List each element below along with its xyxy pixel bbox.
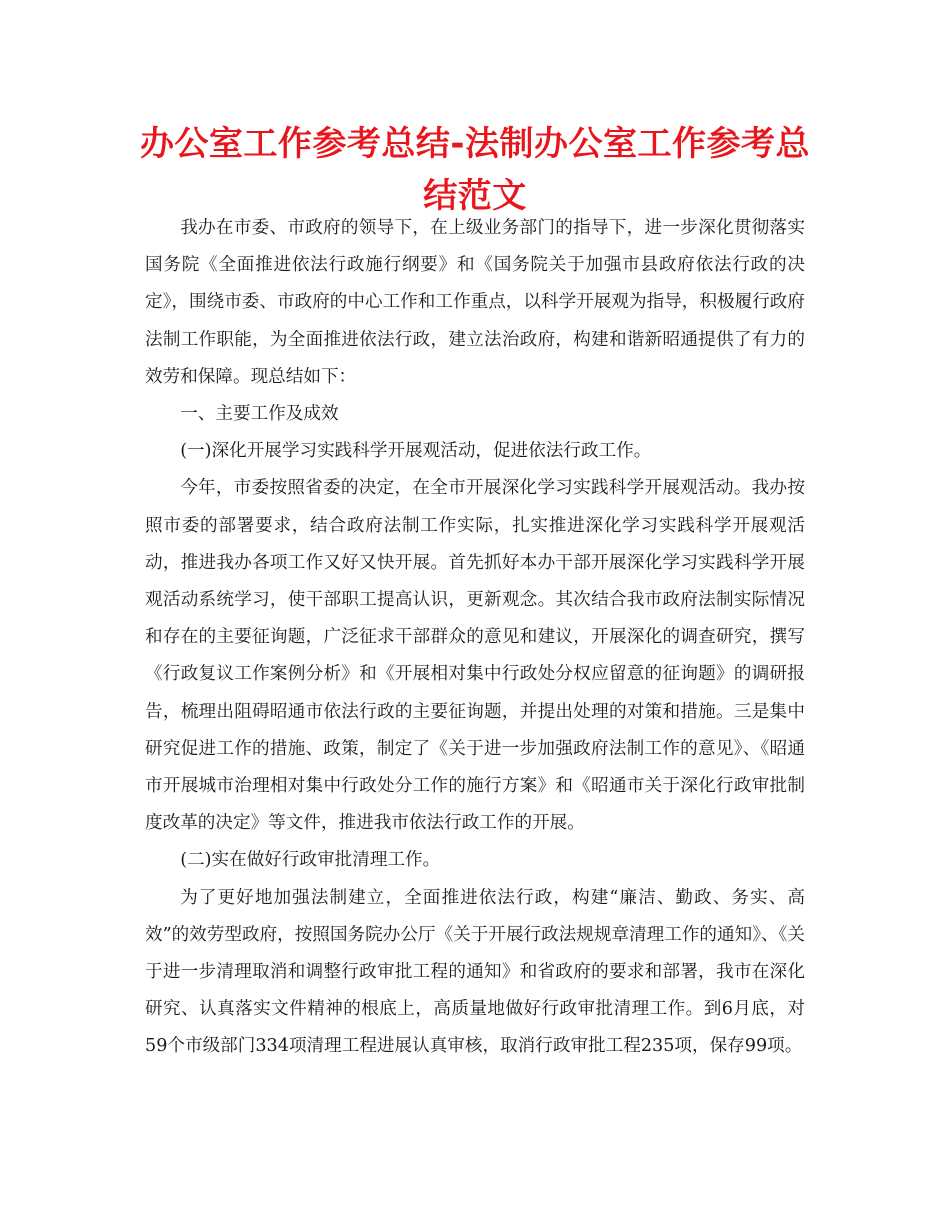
paragraph-subsection-1: 今年，市委按照省委的决定，在全市开展深化学习实践科学开展观活动。我办按照市委的部署要求，结合政府法制工作实际，扎实推进深化学习实践科学开展观活动，推进我办各项工作又好又快开展。首先抓好本办干部开展深化学习实践科学开展观活动系统学习，使干部职工提高认识，更新观念。其次结合我市政府法制实际情况和存在的主要征询题，广泛征求干部群众的意见和建议，开展深化的调查研究，撰写《行政复议工作案例分析》和《开展相对集中行政处分权应留意的征询题》的调研报告，梳理出阻碍昭通市依法行政的主要征询题，并提出处理的对策和措施。三是集中研究促进工作的措施、政策，制定了《关于进一步加强政府法制工作的意见》、《昭通市开展城市治理相对集中行政处分工作的施行方案》和《昭通市关于深化行政审批制度改革的决定》等文件，推进我市依法行政工作的开展。 <box>145 478 805 834</box>
subsection-heading-2: (二)实在做好行政审批清理工作。 <box>180 850 441 871</box>
paragraph-subsection-2: 为了更好地加强法制建立，全面推进依法行政，构建“廉洁、勤政、务实、高效”的效劳型政府，按照国务院办公厅《关于开展行政法规规章清理工作的通知》、《关于进一步清理取消和调整行政审批工程的通知》和省政府的要求和部署，我市在深化研究、认真落实文件精神的根底上，高质量地做好行政审批清理工作。到6月底，对59个市级部门334项清理工程进展认真审核，取消行政审批工程235项，保存99项。 <box>145 887 805 1057</box>
paragraph-intro: 我办在市委、市政府的领导下，在上级业务部门的指导下，进一步深化贯彻落实国务院《全面推进依法行政施行纲要》和《国务院关于加强市县政府依法行政的决定》，围绕市委、市政府的中心工作和工作重点，以科学开展观为指导，积极履行政府法制工作职能，为全面推进依法行政，建立法治政府，构建和谐新昭通提供了有力的效劳和保障。现总结如下： <box>145 218 805 387</box>
section-heading-main-work: 一、主要工作及成效 <box>180 404 339 425</box>
subsection-heading-1: (一)深化开展学习实践科学开展观活动，促进依法行政工作。 <box>180 441 652 462</box>
document-body <box>145 210 805 1066</box>
document-title: 办公室工作参考总结-法制办公室工作参考总结范文 <box>139 124 811 216</box>
